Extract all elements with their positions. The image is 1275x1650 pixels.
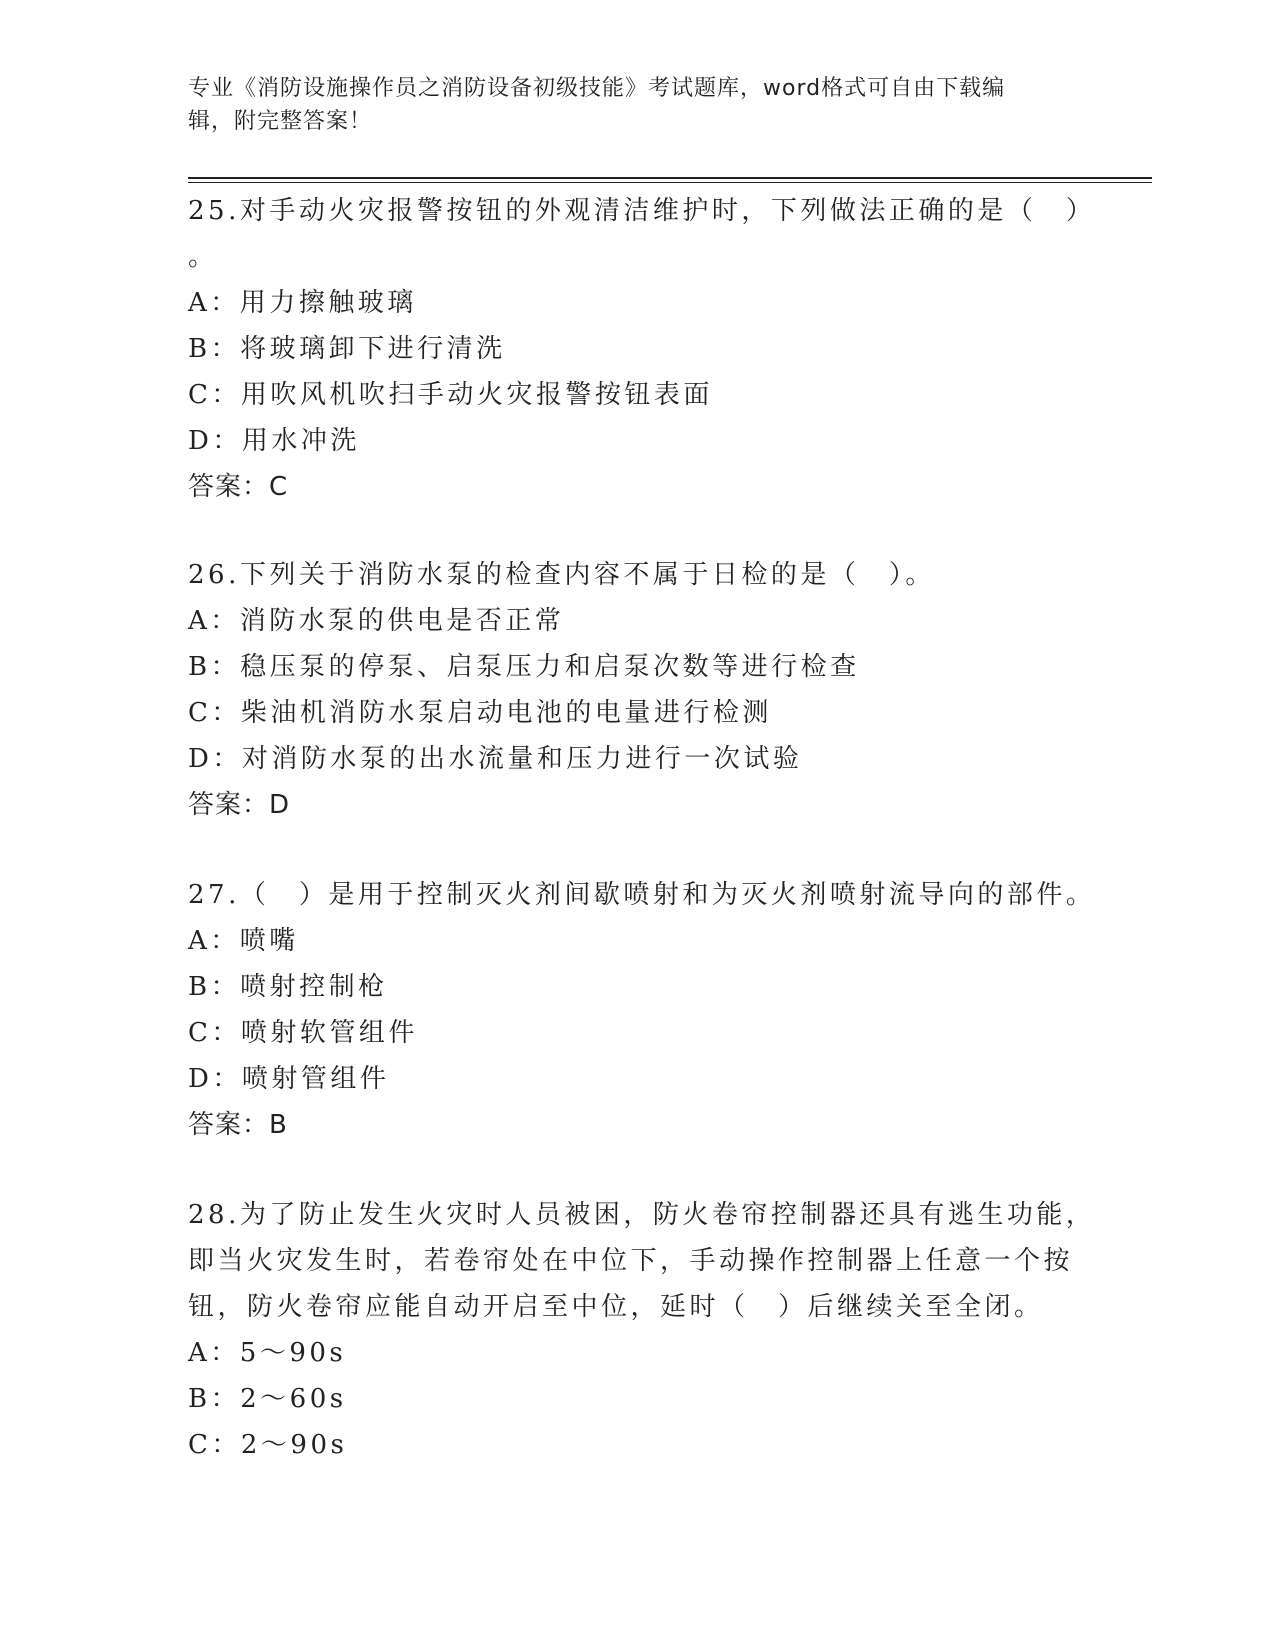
question-28	[188, 1192, 1096, 1468]
option-b: B：稳压泵的停泵、启泵压力和启泵次数等进行检查	[188, 652, 860, 682]
option-c: C：柴油机消防水泵启动电池的电量进行检测	[188, 698, 772, 728]
question-text: 。	[188, 242, 218, 272]
header-line-2: 辑，附完整答案！	[188, 109, 373, 134]
question-text: 26.下列关于消防水泵的检查内容不属于日检的是（ ）。	[188, 560, 935, 590]
answer: 答案：B	[188, 1110, 288, 1140]
option-b: B：将玻璃卸下进行清洗	[188, 334, 506, 364]
header-divider-thin	[188, 182, 1152, 183]
option-b: B：喷射控制枪	[188, 972, 388, 1002]
question-26	[188, 552, 1088, 828]
option-a: A：用力擦触玻璃	[188, 288, 417, 318]
option-a: A：5～90s	[188, 1338, 347, 1368]
question-text: 25.对手动火灾报警按钮的外观清洁维护时，下列做法正确的是（ ）	[188, 196, 1096, 226]
option-a: A：喷嘴	[188, 926, 299, 956]
option-d: D：用水冲洗	[188, 426, 360, 456]
option-c: C：用吹风机吹扫手动火灾报警按钮表面	[188, 380, 713, 410]
option-a: A：消防水泵的供电是否正常	[188, 606, 565, 636]
question-text: 钮，防火卷帘应能自动开启至中位，延时（ ）后继续关至全闭。	[188, 1292, 1044, 1322]
option-c: C：喷射软管组件	[188, 1018, 418, 1048]
question-text: 28.为了防止发生火灾时人员被困，防火卷帘控制器还具有逃生功能，	[188, 1200, 1096, 1230]
header-divider-thick	[188, 177, 1152, 179]
question-text: 27.（ ）是用于控制灭火剂间歇喷射和为灭火剂喷射流导向的部件。	[188, 880, 1096, 910]
option-d: D：喷射管组件	[188, 1064, 390, 1094]
document-header	[188, 72, 1068, 138]
answer: 答案：D	[188, 790, 291, 820]
question-25	[188, 188, 1096, 510]
question-text: 即当火灾发生时，若卷帘处在中位下，手动操作控制器上任意一个按	[188, 1246, 1074, 1276]
option-c: C：2～90s	[188, 1430, 348, 1460]
header-line-1: 专业《消防设施操作员之消防设备初级技能》考试题库，word格式可自由下载编	[188, 76, 1006, 101]
answer: 答案：C	[188, 472, 289, 502]
option-b: B：2～60s	[188, 1384, 347, 1414]
option-d: D：对消防水泵的出水流量和压力进行一次试验	[188, 744, 803, 774]
question-27	[188, 872, 1096, 1148]
